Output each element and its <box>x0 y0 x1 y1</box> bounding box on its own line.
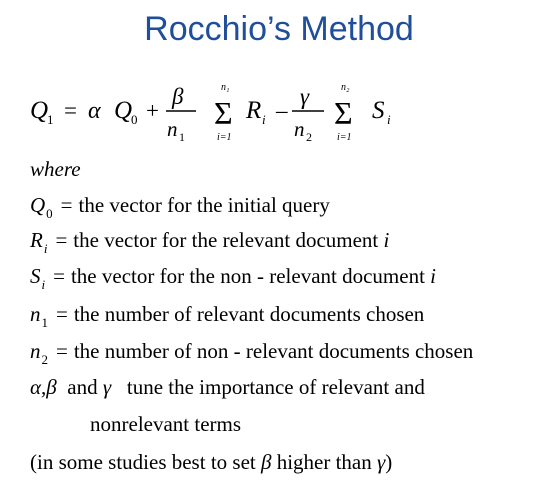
note-line <box>30 449 392 475</box>
formula-svg <box>26 78 546 158</box>
definition-ri: $R_i$ = the vector for the relevant document i <box>30 228 390 256</box>
definition-n1: $n_1$ = the number of relevant documents chosen <box>30 302 425 330</box>
def-index-i: i <box>430 264 437 288</box>
tune-comma: , <box>41 375 47 399</box>
definition-q0: $Q_0$ = the vector for the initial query <box>30 193 330 221</box>
def-symbol: R <box>30 228 43 252</box>
tune-gamma: γ <box>102 375 112 399</box>
def-text: the number of non - relevant documents chosen <box>73 339 474 363</box>
tune-line-1 <box>30 374 425 400</box>
where-label: where <box>30 157 81 181</box>
formula-r-sub: i <box>262 112 266 127</box>
definition-n2: $n_2$ = the number of non - relevant documents chosen <box>30 339 474 367</box>
note-part-2: higher than <box>276 450 372 474</box>
formula-n2-sub: 2 <box>306 130 312 144</box>
formula-n2: n <box>294 117 305 141</box>
note-gamma: γ <box>377 450 386 474</box>
formula-r: R <box>246 97 262 124</box>
formula-gamma: γ <box>300 84 310 109</box>
sum1-top: n₁ <box>221 82 230 93</box>
formula-s: S <box>372 97 385 124</box>
tune-beta: β <box>46 375 57 399</box>
slide-title: Rocchio’s Method <box>144 10 414 48</box>
def-text: the number of relevant documents chosen <box>73 302 425 326</box>
def-symbol: S <box>30 264 41 288</box>
formula-q0-sub: 0 <box>131 112 138 127</box>
def-symbol: Q <box>30 193 46 217</box>
formula-n1-sub: 1 <box>179 130 185 144</box>
def-sub: 1 <box>41 315 48 330</box>
sum1-sigma: Σ <box>214 95 233 131</box>
formula-equals: = <box>64 98 77 123</box>
formula-alpha: α <box>88 98 101 124</box>
rocchio-formula <box>26 78 546 158</box>
def-symbol: n <box>30 339 41 363</box>
tune-and: and <box>67 375 98 399</box>
note-close: ) <box>385 450 393 474</box>
tune-alpha: α <box>30 375 42 399</box>
tune-line-2: nonrelevant terms <box>90 412 242 436</box>
def-text: the vector for the relevant document <box>73 228 379 252</box>
sum1-bottom: i=1 <box>217 132 232 143</box>
formula-q1-sub: 1 <box>47 112 54 127</box>
def-index-i: i <box>383 228 390 252</box>
def-text: the vector for the initial query <box>78 193 330 217</box>
note-beta: β <box>260 450 272 474</box>
def-sub: 0 <box>46 206 53 221</box>
def-text: the vector for the non - relevant document <box>70 264 425 288</box>
formula-plus: + <box>146 98 159 123</box>
def-sub: 2 <box>41 352 48 367</box>
sum2-top: n₂ <box>341 82 350 93</box>
def-sub: i <box>41 277 46 292</box>
def-sub: i <box>43 241 48 256</box>
def-symbol: n <box>30 302 41 326</box>
sum2-sigma: Σ <box>334 95 353 131</box>
formula-q0: Q <box>114 97 133 124</box>
formula-beta: β <box>172 84 184 109</box>
tune-text-1: tune the importance of relevant and <box>126 375 425 399</box>
formula-minus: – <box>276 98 288 123</box>
formula-q1: Q <box>30 97 49 124</box>
definition-si: $S_i$ = the vector for the non - relevant document i <box>30 264 437 292</box>
formula-s-sub: i <box>387 112 391 127</box>
sum2-bottom: i=1 <box>337 132 352 143</box>
note-part-1: (in some studies best to set <box>30 450 256 474</box>
formula-n1: n <box>167 117 178 141</box>
